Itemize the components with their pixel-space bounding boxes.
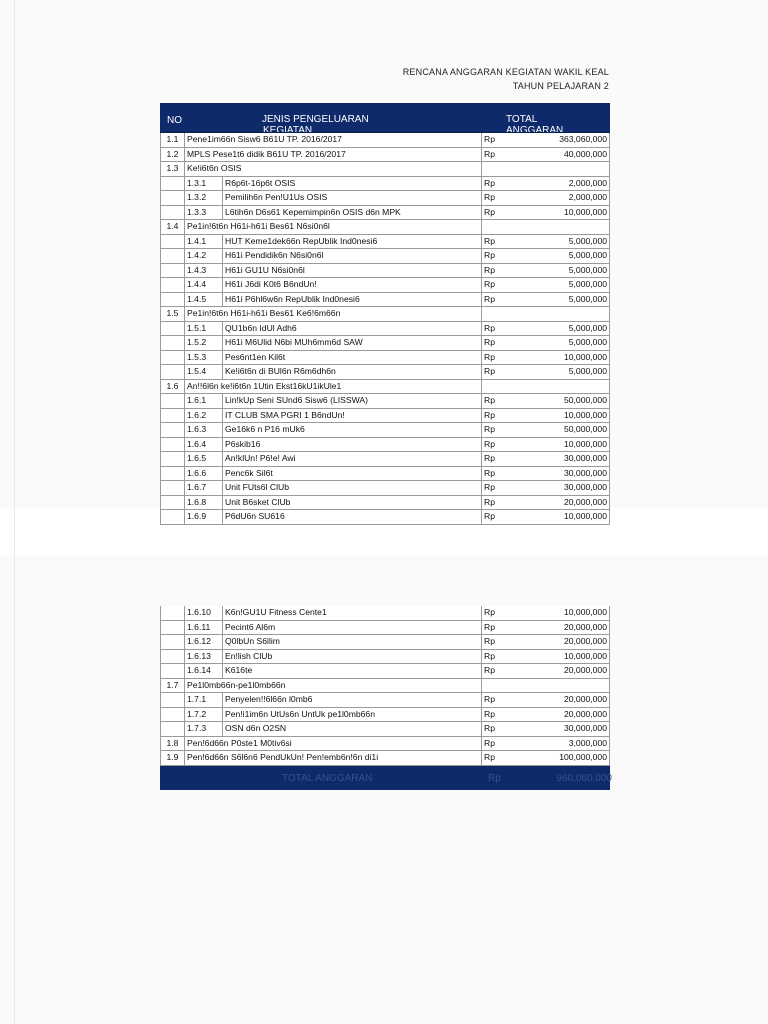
row-description: Pemilih6n Pen!U1Us OSIS bbox=[223, 191, 482, 205]
table-row bbox=[160, 635, 610, 650]
row-number: 1.7 bbox=[160, 679, 185, 693]
row-amount bbox=[482, 452, 610, 466]
currency-label: Rp bbox=[484, 264, 495, 275]
amount-value: 20,000,000 bbox=[563, 496, 607, 507]
row-description: Pe1in!6t6n H61i-h61i Bes61 Ke6!6m66n bbox=[185, 307, 482, 321]
table-row bbox=[160, 148, 610, 163]
row-amount bbox=[482, 307, 610, 321]
row-code: 1.3.3 bbox=[185, 206, 223, 220]
row-number bbox=[160, 664, 185, 678]
row-amount bbox=[482, 278, 610, 292]
row-description: H61i Pendidik6n N6si0n6l bbox=[223, 249, 482, 263]
amount-value: 5,000,000 bbox=[568, 293, 607, 304]
row-amount bbox=[482, 235, 610, 249]
row-number: 1.9 bbox=[160, 751, 185, 765]
currency-label: Rp bbox=[484, 467, 495, 478]
table-row bbox=[160, 606, 610, 621]
currency-label: Rp bbox=[484, 482, 495, 492]
table-row bbox=[160, 737, 610, 752]
currency-label: Rp bbox=[484, 134, 495, 144]
amount-value: 30,000,000 bbox=[563, 723, 607, 733]
row-description: Penc6k Sil6t bbox=[223, 467, 482, 481]
row-amount bbox=[482, 481, 610, 495]
row-number bbox=[160, 510, 185, 524]
row-code: 1.6.14 bbox=[185, 664, 223, 678]
row-number bbox=[160, 635, 185, 649]
row-description: K6n!GU1U Fitness Cente1 bbox=[223, 606, 482, 620]
row-number: 1.5 bbox=[160, 307, 185, 321]
row-number bbox=[160, 177, 185, 191]
row-amount bbox=[482, 162, 610, 176]
header-total-anggaran: TOTAL ANGGARAN bbox=[506, 114, 564, 133]
row-description: H61i P6hl6w6n RepUblik Ind0nesi6 bbox=[223, 293, 482, 307]
table-row bbox=[160, 452, 610, 467]
row-description: Q0lbUn S6llim bbox=[223, 635, 482, 649]
table-row bbox=[160, 423, 610, 438]
row-amount bbox=[482, 351, 610, 365]
row-number: 1.2 bbox=[160, 148, 185, 162]
row-number bbox=[160, 452, 185, 466]
amount-value: 5,000,000 bbox=[568, 279, 607, 289]
row-amount bbox=[482, 249, 610, 263]
row-number bbox=[160, 322, 185, 336]
row-amount bbox=[482, 621, 610, 635]
row-number: 1.4 bbox=[160, 220, 185, 234]
amount-value: 100,000,000 bbox=[559, 752, 607, 762]
table-row bbox=[160, 206, 610, 221]
currency-label: Rp bbox=[484, 607, 495, 617]
row-description: R6p6t-16p6t OSIS bbox=[223, 177, 482, 191]
table-row bbox=[160, 365, 610, 380]
amount-value: 50,000,000 bbox=[563, 395, 607, 405]
amount-value: 2,000,000 bbox=[568, 177, 607, 188]
table-row bbox=[160, 467, 610, 482]
currency-label: Rp bbox=[484, 409, 495, 420]
currency-label: Rp bbox=[484, 177, 495, 188]
row-amount bbox=[482, 191, 610, 205]
table-row bbox=[160, 249, 610, 264]
row-number bbox=[160, 191, 185, 205]
amount-value: 30,000,000 bbox=[563, 467, 607, 478]
budget-table-page-2 bbox=[160, 606, 610, 790]
row-code: 1.3.1 bbox=[185, 177, 223, 191]
table-row bbox=[160, 751, 610, 766]
row-code: 1.6.6 bbox=[185, 467, 223, 481]
currency-label: Rp bbox=[484, 235, 495, 246]
table-row bbox=[160, 293, 610, 308]
amount-value: 5,000,000 bbox=[568, 322, 607, 333]
row-number bbox=[160, 351, 185, 365]
row-number bbox=[160, 621, 185, 635]
table-row bbox=[160, 650, 610, 665]
row-amount bbox=[482, 380, 610, 394]
row-description: P6skib16 bbox=[223, 438, 482, 452]
row-amount bbox=[482, 650, 610, 664]
row-number bbox=[160, 394, 185, 408]
row-code: 1.4.1 bbox=[185, 235, 223, 249]
amount-value: 5,000,000 bbox=[568, 337, 607, 347]
row-code: 1.7.1 bbox=[185, 693, 223, 707]
amount-value: 10,000,000 bbox=[563, 438, 607, 449]
currency-label: Rp bbox=[484, 322, 495, 333]
row-description: Penyelen!!6l66n l0mb6 bbox=[223, 693, 482, 707]
currency-label: Rp bbox=[484, 424, 495, 434]
amount-value: 10,000,000 bbox=[563, 351, 607, 362]
row-number bbox=[160, 235, 185, 249]
row-code: 1.6.5 bbox=[185, 452, 223, 466]
currency-label: Rp bbox=[484, 366, 495, 376]
row-amount bbox=[482, 751, 610, 765]
row-amount bbox=[482, 737, 610, 751]
amount-value: 10,000,000 bbox=[563, 607, 607, 617]
row-description: An!klUn! P6!e! Awi bbox=[223, 452, 482, 466]
table-row bbox=[160, 438, 610, 453]
row-amount bbox=[482, 722, 610, 736]
row-amount bbox=[482, 496, 610, 510]
amount-value: 20,000,000 bbox=[563, 665, 607, 675]
table-row bbox=[160, 278, 610, 293]
currency-label: Rp bbox=[484, 453, 495, 463]
row-description: Pes6nt1en Kil6t bbox=[223, 351, 482, 365]
row-code: 1.6.1 bbox=[185, 394, 223, 408]
currency-label: Rp bbox=[484, 694, 495, 704]
row-amount bbox=[482, 438, 610, 452]
row-number: 1.8 bbox=[160, 737, 185, 751]
row-amount bbox=[482, 693, 610, 707]
amount-value: 363,060,000 bbox=[559, 134, 607, 144]
row-amount bbox=[482, 322, 610, 336]
row-number bbox=[160, 336, 185, 350]
row-description: Pe1in!6t6n H61i-h61i Bes61 N6si0n6l bbox=[185, 220, 482, 234]
currency-label: Rp bbox=[484, 351, 495, 362]
amount-value: 20,000,000 bbox=[563, 636, 607, 646]
table-row bbox=[160, 693, 610, 708]
row-amount bbox=[482, 206, 610, 220]
table-row bbox=[160, 191, 610, 206]
row-amount bbox=[482, 708, 610, 722]
row-code: 1.6.12 bbox=[185, 635, 223, 649]
currency-label: Rp bbox=[484, 206, 495, 217]
row-description: Ke!i6t6n di BUl6n R6m6dh6n bbox=[223, 365, 482, 379]
row-amount bbox=[482, 336, 610, 350]
row-number bbox=[160, 606, 185, 620]
row-code: 1.6.4 bbox=[185, 438, 223, 452]
table-row bbox=[160, 394, 610, 409]
table-row bbox=[160, 722, 610, 737]
row-description: Lin!kUp Seni SUnd6 Sisw6 (LISSWA) bbox=[223, 394, 482, 408]
currency-label: Rp bbox=[484, 438, 495, 449]
row-description: H61i J6di K0t6 B6ndUn! bbox=[223, 278, 482, 292]
row-number bbox=[160, 650, 185, 664]
row-description: H61i GU1U N6si0n6l bbox=[223, 264, 482, 278]
currency-label: Rp bbox=[484, 293, 495, 304]
table-body bbox=[160, 606, 610, 766]
row-amount bbox=[482, 606, 610, 620]
table-row bbox=[160, 162, 610, 177]
document-subtitle: TAHUN PELAJARAN 2 bbox=[512, 81, 609, 91]
row-description: Unit B6sket ClUb bbox=[223, 496, 482, 510]
row-description: IT CLUB SMA PGRI 1 B6ndUn! bbox=[223, 409, 482, 423]
row-amount bbox=[482, 409, 610, 423]
row-amount bbox=[482, 293, 610, 307]
row-number bbox=[160, 708, 185, 722]
amount-value: 10,000,000 bbox=[563, 409, 607, 420]
table-row bbox=[160, 235, 610, 250]
row-code: 1.3.2 bbox=[185, 191, 223, 205]
row-code: 1.5.1 bbox=[185, 322, 223, 336]
row-number: 1.3 bbox=[160, 162, 185, 176]
row-code: 1.5.4 bbox=[185, 365, 223, 379]
header-jenis-pengeluaran: JENIS PENGELUARAN KEGIATAN bbox=[262, 114, 369, 133]
row-number bbox=[160, 249, 185, 263]
table-row bbox=[160, 664, 610, 679]
amount-value: 20,000,000 bbox=[563, 694, 607, 704]
table-row bbox=[160, 177, 610, 192]
amount-value: 5,000,000 bbox=[568, 235, 607, 246]
row-amount bbox=[482, 148, 610, 162]
row-description: An!!6l6n ke!i6t6n 1Utin Ekst16kU1ikUle1 bbox=[185, 380, 482, 394]
row-amount bbox=[482, 264, 610, 278]
table-body bbox=[160, 133, 610, 525]
row-code: 1.6.3 bbox=[185, 423, 223, 437]
total-label: TOTAL ANGGARAN bbox=[282, 772, 373, 784]
table-row bbox=[160, 336, 610, 351]
amount-value: 10,000,000 bbox=[563, 206, 607, 217]
table-row bbox=[160, 351, 610, 366]
currency-label: Rp bbox=[484, 496, 495, 507]
row-number bbox=[160, 722, 185, 736]
row-description: Pecint6 Al6m bbox=[223, 621, 482, 635]
amount-value: 30,000,000 bbox=[563, 482, 607, 492]
row-description: En!lish ClUb bbox=[223, 650, 482, 664]
table-row bbox=[160, 220, 610, 235]
row-code: 1.7.2 bbox=[185, 708, 223, 722]
row-description: L6tih6n D6s61 Kepemimpin6n OSIS d6n MPK bbox=[223, 206, 482, 220]
row-description: Pene1im66n Sisw6 B61U TP. 2016/2017 bbox=[185, 133, 482, 147]
row-code: 1.6.7 bbox=[185, 481, 223, 495]
budget-table-page-1 bbox=[160, 103, 610, 525]
table-row bbox=[160, 307, 610, 322]
row-code: 1.6.10 bbox=[185, 606, 223, 620]
row-description: Pen!6d66n P0ste1 M0tiv6si bbox=[185, 737, 482, 751]
row-amount bbox=[482, 220, 610, 234]
currency-label: Rp bbox=[484, 708, 495, 719]
page-edge bbox=[14, 0, 15, 1024]
table-row bbox=[160, 510, 610, 525]
currency-label: Rp bbox=[484, 395, 495, 405]
currency-label: Rp bbox=[484, 192, 495, 202]
currency-label: Rp bbox=[484, 279, 495, 289]
currency-label: Rp bbox=[484, 752, 495, 762]
table-row bbox=[160, 409, 610, 424]
amount-value: 5,000,000 bbox=[568, 264, 607, 275]
row-description: MPLS Pese1t6 didik B61U TP. 2016/2017 bbox=[185, 148, 482, 162]
total-row bbox=[160, 766, 610, 790]
currency-label: Rp bbox=[484, 250, 495, 260]
row-code: 1.5.3 bbox=[185, 351, 223, 365]
row-code: 1.7.3 bbox=[185, 722, 223, 736]
amount-value: 10,000,000 bbox=[563, 650, 607, 661]
row-description: Ke!i6t6n OSIS bbox=[185, 162, 482, 176]
currency-label: Rp bbox=[484, 337, 495, 347]
row-description: H61i M6Ulid N6bi MUh6mm6d SAW bbox=[223, 336, 482, 350]
currency-label: Rp bbox=[484, 665, 495, 675]
table-header bbox=[160, 103, 610, 133]
row-number bbox=[160, 264, 185, 278]
row-code: 1.6.2 bbox=[185, 409, 223, 423]
row-code: 1.4.3 bbox=[185, 264, 223, 278]
row-number bbox=[160, 481, 185, 495]
amount-value: 40,000,000 bbox=[563, 148, 607, 159]
row-amount bbox=[482, 177, 610, 191]
currency-label: Rp bbox=[484, 723, 495, 733]
amount-value: 5,000,000 bbox=[568, 250, 607, 260]
row-code: 1.6.13 bbox=[185, 650, 223, 664]
row-amount bbox=[482, 133, 610, 147]
table-row bbox=[160, 481, 610, 496]
row-description: QU1b6n IdUl Adh6 bbox=[223, 322, 482, 336]
row-number bbox=[160, 693, 185, 707]
row-number bbox=[160, 293, 185, 307]
row-amount bbox=[482, 679, 610, 693]
row-amount bbox=[482, 365, 610, 379]
table-row bbox=[160, 264, 610, 279]
row-code: 1.4.2 bbox=[185, 249, 223, 263]
currency-label: Rp bbox=[484, 511, 495, 521]
row-number bbox=[160, 467, 185, 481]
currency-label: Rp bbox=[484, 650, 495, 661]
row-number bbox=[160, 206, 185, 220]
table-row bbox=[160, 322, 610, 337]
amount-value: 30,000,000 bbox=[563, 453, 607, 463]
table-row bbox=[160, 621, 610, 636]
row-number bbox=[160, 409, 185, 423]
table-row bbox=[160, 679, 610, 694]
currency-label: Rp bbox=[484, 636, 495, 646]
amount-value: 5,000,000 bbox=[568, 366, 607, 376]
row-amount bbox=[482, 423, 610, 437]
amount-value: 20,000,000 bbox=[563, 708, 607, 719]
amount-value: 10,000,000 bbox=[563, 511, 607, 521]
row-code: 1.5.2 bbox=[185, 336, 223, 350]
table-row bbox=[160, 708, 610, 723]
row-code: 1.6.8 bbox=[185, 496, 223, 510]
row-code: 1.4.5 bbox=[185, 293, 223, 307]
row-number bbox=[160, 278, 185, 292]
header-no: NO bbox=[167, 115, 182, 126]
currency-label: Rp bbox=[484, 621, 495, 632]
table-row bbox=[160, 133, 610, 148]
row-code: 1.4.4 bbox=[185, 278, 223, 292]
row-description: Pen!6d66n S6l6n6 PendUkUn! Pen!emb6n!6n di1i bbox=[185, 751, 482, 765]
row-amount bbox=[482, 467, 610, 481]
row-code: 1.6.11 bbox=[185, 621, 223, 635]
row-description: Ge16k6 n P16 mUk6 bbox=[223, 423, 482, 437]
row-description: OSN d6n O2SN bbox=[223, 722, 482, 736]
row-description: Unit FUts6l ClUb bbox=[223, 481, 482, 495]
amount-value: 50,000,000 bbox=[563, 424, 607, 434]
currency-label: Rp bbox=[484, 737, 495, 748]
row-description: Pe1l0mb66n-pe1l0mb66n bbox=[185, 679, 482, 693]
row-description: Pen!i1im6n UtUs6n UntUk pe1l0mb66n bbox=[223, 708, 482, 722]
document-title: RENCANA ANGGARAN KEGIATAN WAKIL KEAL bbox=[402, 67, 609, 77]
row-description: HUT Keme1dek66n RepUblik Ind0nesi6 bbox=[223, 235, 482, 249]
table-row bbox=[160, 496, 610, 511]
row-number bbox=[160, 496, 185, 510]
row-number: 1.1 bbox=[160, 133, 185, 147]
table-row bbox=[160, 380, 610, 395]
row-code: 1.6.9 bbox=[185, 510, 223, 524]
row-number bbox=[160, 365, 185, 379]
row-description: P6dU6n SU616 bbox=[223, 510, 482, 524]
amount-value: 20,000,000 bbox=[563, 621, 607, 632]
row-amount bbox=[482, 635, 610, 649]
row-amount bbox=[482, 510, 610, 524]
total-value: 960,060,000 bbox=[556, 772, 612, 784]
total-currency: Rp bbox=[488, 772, 501, 784]
row-amount bbox=[482, 664, 610, 678]
row-number bbox=[160, 438, 185, 452]
row-description: K616te bbox=[223, 664, 482, 678]
currency-label: Rp bbox=[484, 148, 495, 159]
amount-value: 2,000,000 bbox=[568, 192, 607, 202]
amount-value: 3,000,000 bbox=[568, 737, 607, 748]
row-number: 1.6 bbox=[160, 380, 185, 394]
row-amount bbox=[482, 394, 610, 408]
row-number bbox=[160, 423, 185, 437]
